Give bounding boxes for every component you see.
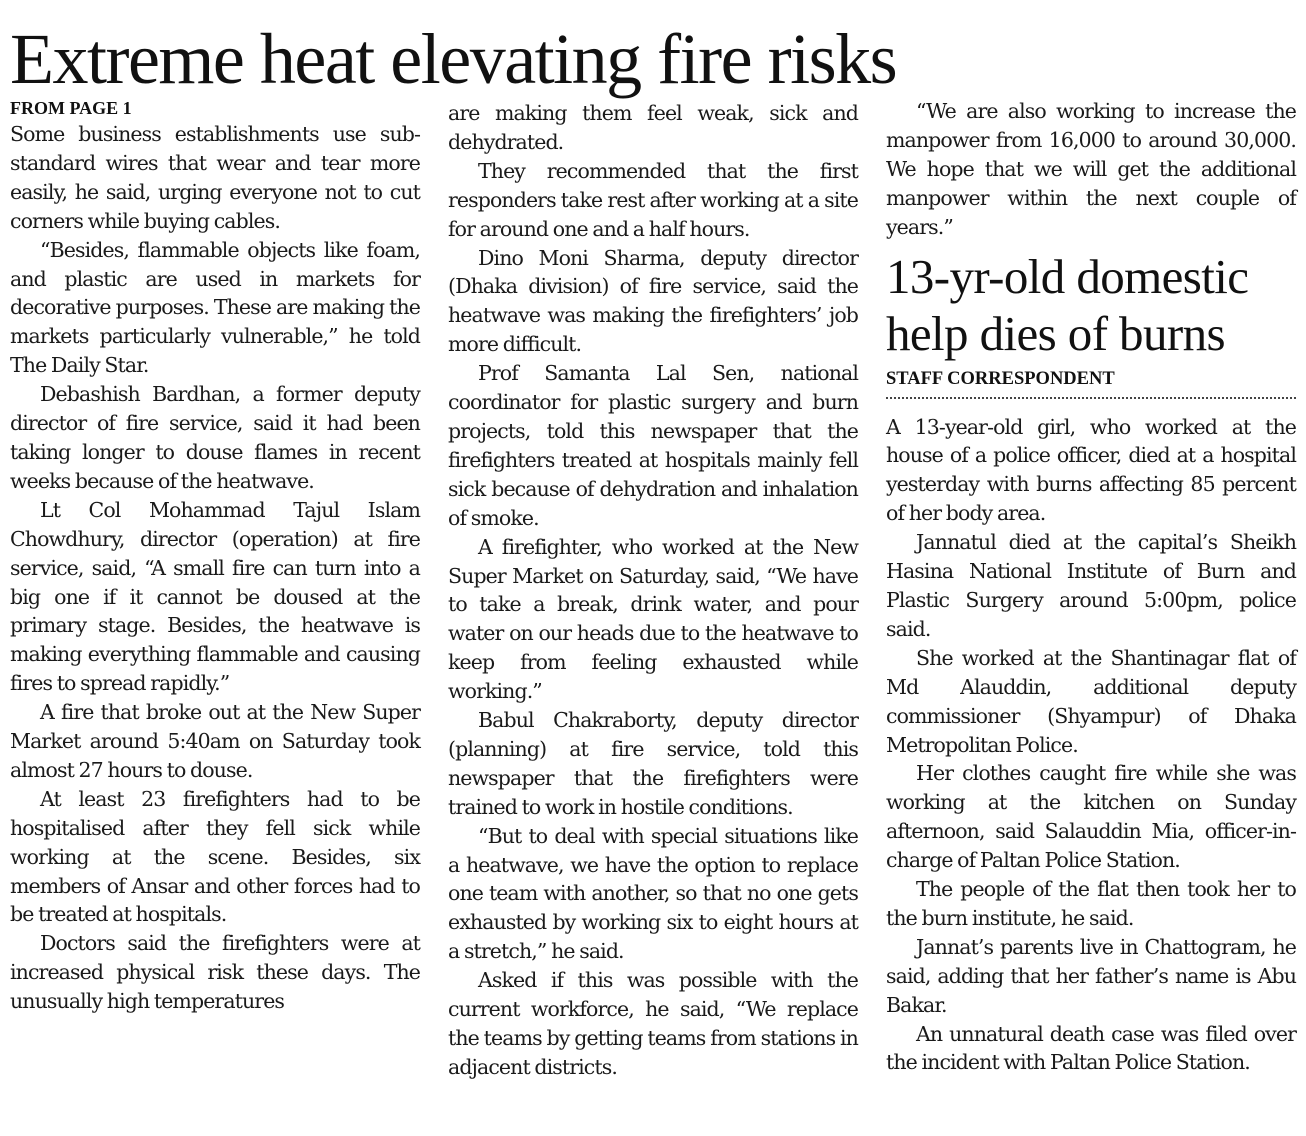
paragraph: Some business establishments use sub-standard wires that wear and tear more easily, he said, urging everyone not to cut corners while buying cables. xyxy=(10,122,420,233)
paragraph: Lt Col Mohammad Tajul Islam Chowdhury, director (operation) at fire service, said, “A small fire can turn into a big one if it cannot be doused at the primary stage. Besides, the heatwave is making everything flammable and causing fires to spread rapidly.” xyxy=(10,497,420,696)
article-column-3 xyxy=(886,97,1296,1077)
article-column-1 xyxy=(10,97,420,1016)
second-article-headline: 13-yr-old domestic help dies of burns xyxy=(886,248,1249,361)
dotted-divider xyxy=(886,397,1296,399)
main-headline: Extreme heat elevating fire risks xyxy=(10,19,897,99)
paragraph: Debashish Bardhan, a former deputy director of fire service, said it had been taking longer to douse flames in recent weeks because of the heatwave. xyxy=(10,382,420,493)
paragraph: are making them feel weak, sick and dehydrated. xyxy=(448,101,858,154)
paragraph: Babul Chakraborty, deputy director (planning) at fire service, told this newspaper that the firefighters were trained to work in hostile conditions. xyxy=(448,708,858,819)
paragraph: They recommended that the first responders take rest after working at a site for around one and a half hours. xyxy=(448,158,858,241)
paragraph: “We are also working to increase the manpower from 16,000 to around 30,000. We hope that we will get the additional manpower within the next couple of years.” xyxy=(886,99,1296,239)
kicker-from-page-1: FROM PAGE 1 xyxy=(10,98,132,118)
paragraph: At least 23 firefighters had to be hospitalised after they fell sick while working at the scene. Besides, six members of Ansar and other forces had to be treated at hospitals. xyxy=(10,786,420,927)
paragraph: Jannat’s parents live in Chattogram, he said, adding that her father’s name is Abu Bakar. xyxy=(886,934,1296,1017)
paragraph: A firefighter, who worked at the New Super Market on Saturday, said, “We have to take a break, drink water, and pour water on our heads due to the heatwave to keep from feeling exhausted while working.” xyxy=(448,534,858,704)
paragraph: Dino Moni Sharma, deputy director (Dhaka division) of fire service, said the heatwave was making the firefighters’ job more difficult. xyxy=(448,245,858,357)
paragraph: Jannatul died at the capital’s Sheikh Hasina National Institute of Burn and Plastic Surgery around 5:00pm, police said. xyxy=(886,530,1296,641)
byline: STAFF CORRESPONDENT xyxy=(886,368,1115,389)
article-column-2 xyxy=(448,99,858,1082)
paragraph: She worked at the Shantinagar flat of Md Alauddin, additional deputy commissioner (Shyampur) of Dhaka Metropolitan Police. xyxy=(886,645,1296,757)
paragraph: A 13-year-old girl, who worked at the house of a police officer, died at a hospital yesterday with burns affecting 85 percent of her body area. xyxy=(886,414,1296,526)
paragraph: An unnatural death case was filed over the incident with Paltan Police Station. xyxy=(886,1021,1296,1075)
paragraph: A fire that broke out at the New Super Market around 5:40am on Saturday took almost 27 hours to douse. xyxy=(10,700,420,782)
paragraph: “Besides, flammable objects like foam, and plastic are used in markets for decorative purposes. These are making the markets particularly vulnerable,” he told The Daily Star. xyxy=(10,237,420,378)
paragraph: The people of the flat then took her to the burn institute, he said. xyxy=(886,877,1296,930)
paragraph: “But to deal with special situations like a heatwave, we have the option to replace one team with another, so that no one gets exhausted by working six to eight hours at a stretch,” he said. xyxy=(448,823,858,964)
paragraph: Doctors said the firefighters were at increased physical risk these days. The unusually high temperatures xyxy=(10,931,420,1014)
paragraph: Asked if this was possible with the current workforce, he said, “We replace the teams by getting teams from stations in adjacent districts. xyxy=(448,968,858,1079)
paragraph: Prof Samanta Lal Sen, national coordinator for plastic surgery and burn projects, told this newspaper that the firefighters treated at hospitals mainly fell sick because of dehydration and inhalation of smoke. xyxy=(448,361,858,530)
paragraph: Her clothes caught fire while she was working at the kitchen on Sunday afternoon, said Salauddin Mia, officer-in-charge of Paltan Police Station. xyxy=(886,761,1296,873)
